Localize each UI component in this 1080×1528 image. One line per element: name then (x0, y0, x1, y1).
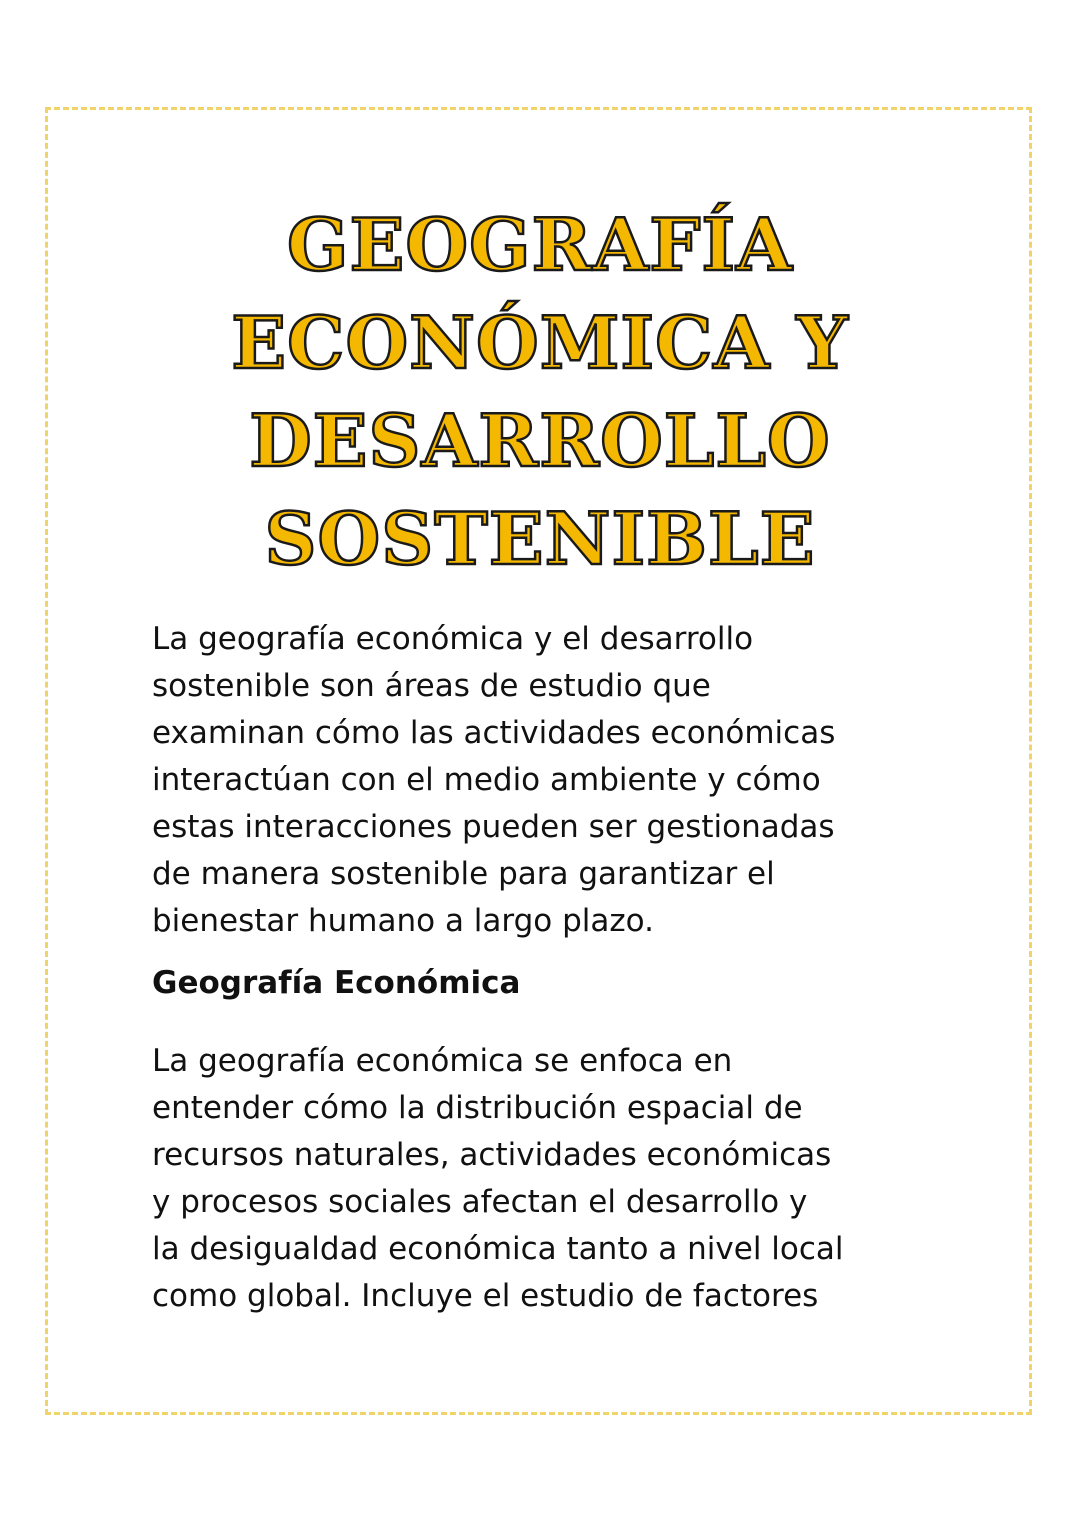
text-line: bienestar humano a largo plazo. (152, 903, 654, 939)
text-line: como global. Incluye el estudio de factores (152, 1278, 819, 1314)
text-line: sostenible son áreas de estudio que (152, 668, 711, 704)
text-line: La geografía económica se enfoca en (152, 1043, 733, 1079)
section-paragraph (152, 1038, 942, 1320)
text-line: La geografía económica y el desarrollo (152, 621, 754, 657)
text-line: recursos naturales, actividades económicas (152, 1137, 832, 1173)
page-title (0, 196, 1080, 588)
title-line: SOSTENIBLE (264, 496, 816, 581)
text-line: y procesos sociales afectan el desarrollo y (152, 1184, 808, 1220)
section-heading: Geografía Económica (152, 965, 521, 1001)
text-line: interactúan con el medio ambiente y cómo (152, 762, 821, 798)
intro-paragraph (152, 616, 942, 945)
text-line: de manera sostenible para garantizar el (152, 856, 775, 892)
text-line: estas interacciones pueden ser gestionadas (152, 809, 835, 845)
text-line: examinan cómo las actividades económicas (152, 715, 836, 751)
text-line: entender cómo la distribución espacial de (152, 1090, 803, 1126)
text-line: la desigualdad económica tanto a nivel local (152, 1231, 844, 1267)
title-line: GEOGRAFÍA (287, 202, 793, 287)
title-line: ECONÓMICA Y (231, 300, 849, 385)
title-line: DESARROLLO (249, 398, 831, 483)
